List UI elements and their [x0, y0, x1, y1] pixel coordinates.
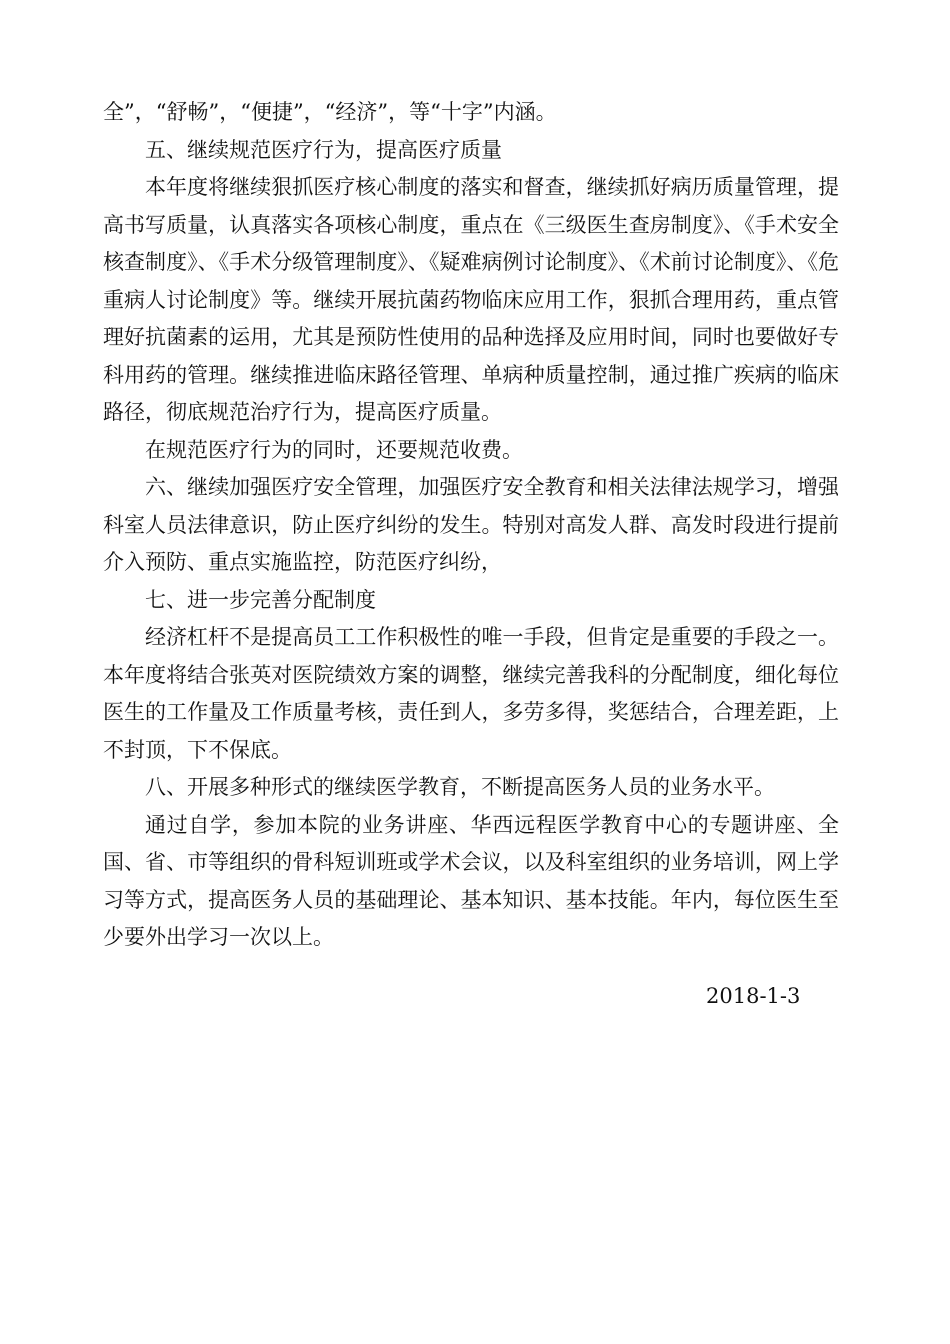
heading-section-8: 八、开展多种形式的继续医学教育，不断提高医务人员的业务水平。 — [145, 775, 775, 799]
paragraph-continuing-education: 通过自学，参加本院的业务讲座、华西远程医学教育中心的专题讲座、全国、省、市等组织的骨科短训班或学术会议，以及科室组织的业务培训，网上学习等方式，提高医务人员的基础理论、基本知识、基本技能。年内，每位医生至少要外出学习一次以上。 — [103, 812, 839, 949]
heading-section-7: 七、进一步完善分配制度 — [145, 587, 376, 612]
paragraph-distribution-system: 经济杠杆不是提高员工工作积极性的唯一手段，但肯定是重要的手段之一。本年度将结合张英对医院绩效方案的调整，继续完善我科的分配制度，细化每位医生的工作量及工作质量考核，责任到人，多劳多得，奖惩结合，合理差距，上不封顶，下不保底。 — [103, 625, 839, 762]
document-date: 2018-1-3 — [706, 984, 801, 1008]
paragraph-fee-regulation: 在规范医疗行为的同时，还要规范收费。 — [145, 437, 523, 462]
paragraph-continuation: 全”，“舒畅”，“便捷”，“经济”，等“十字”内涵。 — [103, 100, 557, 124]
heading-section-5: 五、继续规范医疗行为，提高医疗质量 — [145, 137, 502, 162]
paragraph-medical-quality: 本年度将继续狠抓医疗核心制度的落实和督查，继续抓好病历质量管理，提高书写质量，认真落实各项核心制度，重点在《三级医生查房制度》、《手术安全核查制度》、《手术分级管理制度》、《疑难病例讨论制度》、《术前讨论制度》、《危重病人讨论制度》等。继续开展抗菌药物临床应用工作，狠抓合理用药，重点管理好抗菌素的运用，尤其是预防性使用的品种选择及应用时间，同时也要做好专科用药的管理。继续推进临床路径管理、单病种质量控制，通过推广疾病的临床路径，彻底规范治疗行为，提高医疗质量。 — [103, 175, 839, 424]
document-body — [103, 94, 839, 957]
paragraph-section-6-safety: 六、继续加强医疗安全管理，加强医疗安全教育和相关法律法规学习，增强科室人员法律意识，防止医疗纠纷的发生。特别对高发人群、高发时段进行提前介入预防、重点实施监控，防范医疗纠纷， — [103, 475, 839, 574]
